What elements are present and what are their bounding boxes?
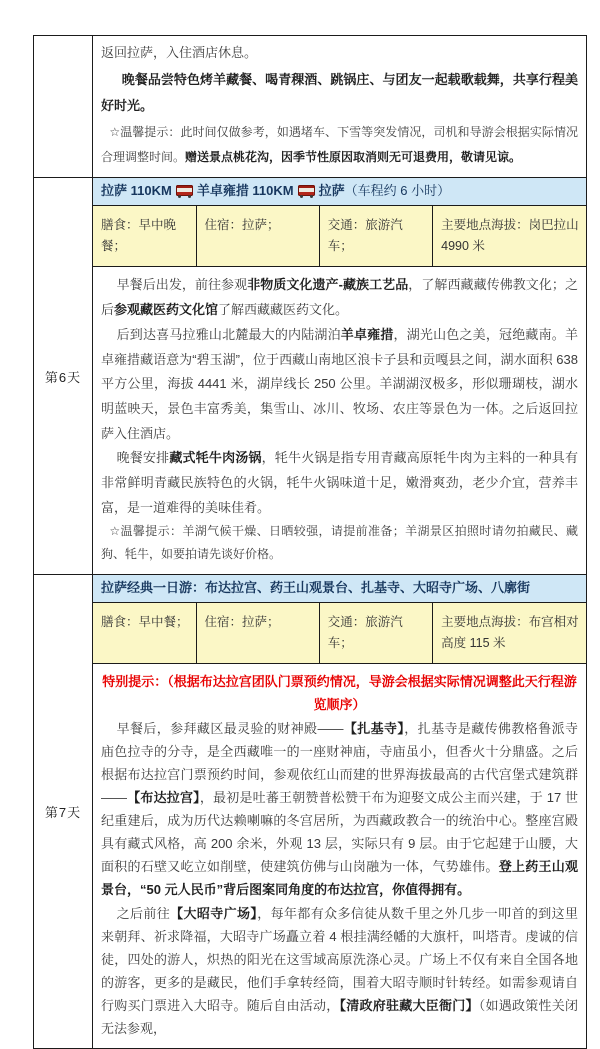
text-run: 返回拉萨，入住酒店休息。	[101, 45, 258, 60]
text-run: 早餐后，参拜藏区最灵验的财神殿——	[116, 720, 344, 736]
text-run: ☆温馨提示：羊湖气候干燥、日晒较强，请提前准备；羊湖景区拍照时请勿拍藏民、藏狗、牦牛，如要拍请先谈好价格。	[101, 524, 578, 562]
text-run: 羊卓雍措 110KM	[196, 183, 294, 199]
text-run: 【扎基寺】	[343, 720, 405, 736]
paragraph	[101, 273, 578, 322]
paragraph	[101, 902, 578, 1041]
text-run: （如遇政策性关闭无法参观，	[101, 998, 578, 1037]
day-label-cell	[34, 36, 93, 177]
info-cell-lodging: 住宿：拉萨；	[197, 603, 320, 664]
info-cell-transport: 交通：旅游汽车；	[320, 206, 433, 267]
text-run: 赠送景点桃花沟，因季节性原因取消则无可退费用，敬请见谅。	[185, 149, 522, 164]
itinerary-table	[33, 35, 587, 1049]
table-row-day5-continuation	[34, 36, 586, 178]
info-cell-meals: 膳食：早中晚餐；	[93, 206, 197, 267]
warm-tip-paragraph	[101, 120, 578, 169]
text-run: ，最初是吐蕃王朝赞普松赞干布为迎娶文成公主而兴建，于 17 世纪重建后，成为历代达赖喇嘛的冬宫居所，为西藏政教合一的统治中心。整座宫殿具有藏式风格，高 200 余米，外观 13 层，实际只有 9 层。由于它起建于山腰，大面积的石壁又屹立如削壁，使建筑仿佛与山岗融为一体，气势雄伟。	[101, 789, 578, 875]
special-notice-paragraph	[101, 670, 578, 716]
text-run: 了解西藏藏医药文化。	[218, 302, 349, 318]
table-row-day7	[34, 575, 586, 1048]
day-description	[93, 664, 586, 1048]
text-run: 登上药王山观景台，“50 元人民币”背后图案同角度的布达拉宫，你值得拥有。	[101, 859, 578, 898]
day-content-cell	[93, 36, 586, 177]
text-run: 【大昭寺广场】	[170, 905, 258, 921]
warm-tip-paragraph	[101, 520, 578, 566]
text-run: 非物质文化遗产-藏族工艺品	[247, 277, 409, 293]
day-description	[93, 267, 586, 573]
day-description	[93, 36, 586, 177]
text-run: 后到达喜马拉雅山北麓最大的内陆湖泊	[116, 326, 341, 342]
text-run: 【布达拉宫】	[127, 789, 200, 805]
paragraph	[101, 446, 578, 520]
text-run: ，了解西藏藏传佛教文化；之后	[101, 277, 578, 318]
day-label-cell	[34, 575, 93, 1048]
text-run: 参观藏医药文化馆	[114, 302, 219, 318]
text-run: 藏式牦牛肉汤锅	[169, 450, 262, 466]
text-run: 拉萨 110KM	[101, 183, 172, 199]
day-content-cell	[93, 178, 586, 574]
day-label: 第7天	[44, 805, 82, 821]
bus-icon	[298, 185, 315, 196]
text-run: 拉萨	[318, 183, 345, 199]
paragraph	[101, 717, 578, 902]
text-run: 特别提示：（根据布达拉宫团队门票预约情况，导游会根据实际情况调整此天行程游览顺序）	[102, 674, 577, 713]
text-run: ，每年都有众多信徒从数千里之外几步一叩首的到这里来朝拜、祈求降福，大昭寺广场矗立着 4 根挂满经幡的大旗杆，叫塔青。虔诚的信徒，四处的游人，炽热的阳光在这雪域高原洗涤心灵。广场上不仅有来自全国各地的游客，更多的是藏民，他们手拿转经筒，围着大昭寺顺时针转经。如需参观请自行购买门票进入大昭寺。随后自由活动，	[101, 905, 578, 1014]
table-row-day6	[34, 178, 586, 575]
info-row	[93, 603, 586, 665]
route-header	[93, 178, 586, 206]
text-run: 【清政府驻藏大臣衙门】	[339, 998, 479, 1014]
paragraph	[101, 323, 578, 446]
day-label: 第6天	[44, 369, 82, 385]
text-run: 羊卓雍措	[340, 326, 394, 342]
paragraph	[101, 67, 578, 120]
info-cell-altitude: 主要地点海拔：布宫相对高度 115 米	[441, 614, 579, 651]
text-run: 晚餐安排	[116, 450, 170, 466]
bus-icon	[176, 185, 193, 196]
text-run: ，扎基寺是藏传佛教格鲁派寺庙色拉寺的分寺，是全西藏唯一的一座财神庙，寺庙虽小，但香火十分鼎盛。之后根据布达拉宫门票预约时间，参观依红山而建的世界海拔最高的古代宫堡式建筑群——	[101, 720, 578, 805]
text-run: 拉萨经典一日游：布达拉宫、药王山观景台、扎基寺、大昭寺广场、八廓街	[101, 579, 531, 595]
day-content-cell	[93, 575, 586, 1048]
info-cell-transport: 交通：旅游汽车；	[320, 603, 433, 664]
text-run: 之后前往	[116, 905, 171, 921]
day-label-cell	[34, 178, 93, 574]
text-run: ☆温馨提示：此时间仅做参考，如遇堵车、下雪等突发情况，司机和导游会根据实际情况合理调整时间。	[101, 124, 578, 164]
info-row	[93, 206, 586, 268]
text-run: 早餐后出发，前往参观	[116, 277, 248, 293]
info-cell-altitude: 主要地点海拔：岗巴拉山 4990 米	[441, 217, 579, 254]
text-run: 晚餐品尝特色烤羊藏餐、喝青稞酒、跳锅庄、与团友一起载歌载舞，共享行程美好时光。	[101, 71, 578, 114]
text-run: （车程约 6 小时）	[344, 183, 451, 199]
info-cell-meals: 膳食：早中餐；	[93, 603, 197, 664]
text-run: ，牦牛火锅是指专用青藏高原牦牛肉为主料的一种具有非常鲜明青藏民族特色的火锅，牦牛火锅味道十足，嫩滑爽劲，老少介宜，营养丰富，是一道难得的美味佳肴。	[101, 450, 578, 515]
route-header	[93, 575, 586, 603]
text-run: ，湖光山色之美，冠绝藏南。羊卓雍措藏语意为“碧玉湖”，位于西藏山南地区浪卡子县和贡嘎县之间，湖水面积 638 平方公里，海拔 4441 米，湖岸线长 250 公里。羊湖湖汊极多，形似珊瑚枝，湖水明蓝映天，景色丰富秀美，集雪山、冰川、牧场、农庄等景色为一体。之后返回拉萨入住酒店。	[101, 326, 578, 441]
info-cell-lodging: 住宿：拉萨；	[197, 206, 320, 267]
paragraph	[101, 40, 578, 67]
